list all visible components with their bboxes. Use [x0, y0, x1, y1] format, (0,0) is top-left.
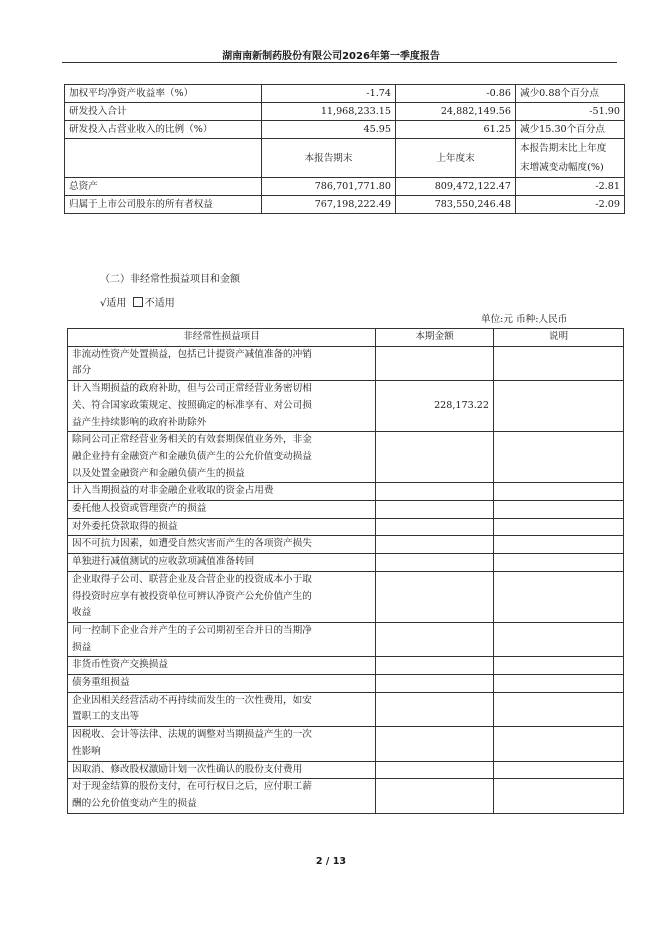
section-title-nonrecurring: （二）非经常性损益项目和金额 — [100, 274, 240, 285]
table-row — [65, 85, 625, 103]
table-row — [68, 501, 624, 519]
nonrecurring-amount — [376, 692, 494, 726]
subheader-blank-cell — [65, 139, 262, 178]
indicator-change-value: 减少15.30个百分点 — [516, 121, 625, 139]
nonrecurring-item-text-line: 损益 — [72, 641, 92, 653]
page-number: 2 / 13 — [315, 856, 347, 867]
nonrecurring-amount — [376, 571, 494, 622]
nonrecurring-amount — [376, 779, 494, 813]
nonrecurring-item-text-line: 同一控制下企业合并产生的子公司期初至合并日的当期净 — [72, 624, 312, 636]
nonrecurring-item-text-line: 融企业持有金融资产和金融负债产生的公允价值变动损益 — [72, 450, 312, 462]
col-header-note: 说明 — [494, 329, 624, 347]
nonrecurring-note — [494, 518, 624, 536]
table-row — [68, 554, 624, 572]
nonrecurring-item-text-line: 非流动性资产处置损益，包括已计提资产减值准备的冲销 — [72, 348, 312, 360]
indicator-label: 研发投入占营业收入的比例（%） — [65, 121, 262, 139]
nonrecurring-item-cell — [68, 432, 376, 483]
nonrecurring-amount — [376, 727, 494, 761]
subheader-row — [65, 139, 625, 178]
nonrecurring-item-text-line: 置职工的支出等 — [72, 711, 140, 723]
nonrecurring-item-cell — [68, 622, 376, 656]
nonrecurring-note — [494, 657, 624, 675]
table-row — [68, 381, 624, 432]
table-header-row — [68, 329, 624, 347]
nonrecurring-amount: 228,173.22 — [376, 381, 494, 432]
indicator-current-value: 767,198,222.49 — [262, 196, 396, 214]
indicator-prior-value: 24,882,149.56 — [396, 103, 516, 121]
indicator-label: 研发投入合计 — [65, 103, 262, 121]
header-divider — [62, 62, 617, 63]
table-row — [68, 536, 624, 554]
nonrecurring-item-cell — [68, 501, 376, 519]
nonrecurring-amount — [376, 483, 494, 501]
indicator-label: 归属于上市公司股东的所有者权益 — [65, 196, 262, 214]
table-row — [65, 178, 625, 196]
nonrecurring-item-text-line: 得投资时应享有被投资单位可辨认净资产公允价值产生的 — [72, 590, 312, 602]
indicator-prior-value: -0.86 — [396, 85, 516, 103]
nonrecurring-item-cell — [68, 657, 376, 675]
nonrecurring-note — [494, 692, 624, 726]
key-indicators-table — [64, 84, 625, 214]
report-header-title: 湖南南新制药股份有限公司2026年第一季度报告 — [222, 51, 440, 62]
nonrecurring-item-text-line: 收益 — [72, 607, 92, 619]
nonrecurring-item-cell — [68, 518, 376, 536]
not-applicable-label: 不适用 — [144, 298, 175, 309]
nonrecurring-item-text-line: 除同公司正常经营业务相关的有效套期保值业务外，非金 — [72, 434, 312, 446]
table-row — [68, 727, 624, 761]
nonrecurring-note — [494, 571, 624, 622]
nonrecurring-item-text-line: 酬的公允价值变动产生的损益 — [72, 797, 197, 809]
indicator-label: 总资产 — [65, 178, 262, 196]
indicator-change-value: -51.90 — [516, 103, 625, 121]
nonrecurring-item-text-line: 对于现金结算的股份支付，在可行权日之后，应付职工薪 — [72, 781, 312, 793]
indicator-change-value: 减少0.88个百分点 — [516, 85, 625, 103]
table-row — [68, 675, 624, 693]
nonrecurring-item-cell — [68, 346, 376, 380]
nonrecurring-item-cell — [68, 675, 376, 693]
nonrecurring-item-cell — [68, 381, 376, 432]
nonrecurring-item-cell — [68, 761, 376, 779]
indicator-prior-value: 783,550,246.48 — [396, 196, 516, 214]
nonrecurring-note — [494, 536, 624, 554]
nonrecurring-item-text-line: 性影响 — [72, 745, 101, 757]
nonrecurring-item-text-line: 对外委托贷款取得的损益 — [72, 520, 178, 532]
nonrecurring-item-cell — [68, 727, 376, 761]
nonrecurring-note — [494, 675, 624, 693]
nonrecurring-items-table — [67, 328, 624, 814]
nonrecurring-item-text-line: 因不可抗力因素，如遭受自然灾害而产生的各项资产损失 — [72, 538, 312, 550]
nonrecurring-item-cell — [68, 483, 376, 501]
unit-note: 单位:元 币种:人民币 — [481, 314, 568, 325]
applicability-options — [100, 294, 175, 309]
nonrecurring-item-text-line: 因税收、会计等法律、法规的调整对当期损益产生的一次 — [72, 729, 312, 741]
nonrecurring-item-text-line: 益产生持续影响的政府补助除外 — [72, 416, 207, 428]
applicable-label: 适用 — [106, 298, 127, 309]
nonrecurring-item-text-line: 企业取得子公司、联营企业及合营企业的投资成本小于取 — [72, 573, 312, 585]
indicator-prior-value: 61.25 — [396, 121, 516, 139]
nonrecurring-item-text-line: 企业因相关经营活动不再持续而发生的一次性费用，如安 — [72, 694, 312, 706]
nonrecurring-note — [494, 381, 624, 432]
table-row — [68, 346, 624, 380]
table-row — [65, 103, 625, 121]
nonrecurring-item-text-line: 因取消、修改股权激励计划一次性确认的股份支付费用 — [72, 763, 303, 775]
table-row — [68, 571, 624, 622]
indicator-change-value: -2.09 — [516, 196, 625, 214]
nonrecurring-note — [494, 554, 624, 572]
nonrecurring-note — [494, 501, 624, 519]
nonrecurring-amount — [376, 622, 494, 656]
table-row — [68, 761, 624, 779]
nonrecurring-note — [494, 432, 624, 483]
col-header-amount: 本期金额 — [376, 329, 494, 347]
nonrecurring-item-cell — [68, 571, 376, 622]
nonrecurring-item-text-line: 以及处置金融资产和金融负债产生的损益 — [72, 467, 245, 479]
subheader-prior: 上年度末 — [396, 139, 516, 178]
table-row — [68, 432, 624, 483]
nonrecurring-item-text-line: 债务重组损益 — [72, 677, 130, 689]
indicator-change-value: -2.81 — [516, 178, 625, 196]
table-row — [68, 692, 624, 726]
nonrecurring-item-text-line: 部分 — [72, 365, 92, 377]
nonrecurring-item-cell — [68, 692, 376, 726]
indicator-prior-value: 809,472,122.47 — [396, 178, 516, 196]
table-row — [68, 779, 624, 813]
nonrecurring-note — [494, 727, 624, 761]
subheader-change-line1: 本报告期末比上年度 — [520, 143, 607, 154]
not-applicable-checkbox[interactable] — [133, 297, 143, 307]
nonrecurring-item-text-line: 委托他人投资或管理资产的损益 — [72, 503, 207, 515]
nonrecurring-note — [494, 622, 624, 656]
nonrecurring-amount — [376, 675, 494, 693]
col-header-item: 非经常性损益项目 — [68, 329, 376, 347]
indicator-label: 加权平均净资产收益率（%） — [65, 85, 262, 103]
nonrecurring-note — [494, 483, 624, 501]
table-row — [65, 196, 625, 214]
nonrecurring-item-text-line: 单独进行减值测试的应收款项减值准备转回 — [72, 556, 255, 568]
subheader-change — [516, 139, 625, 178]
indicator-current-value: 786,701,771.80 — [262, 178, 396, 196]
nonrecurring-amount — [376, 554, 494, 572]
nonrecurring-item-cell — [68, 779, 376, 813]
applicable-check-mark[interactable]: √ — [100, 298, 107, 309]
nonrecurring-item-cell — [68, 536, 376, 554]
nonrecurring-amount — [376, 346, 494, 380]
nonrecurring-item-text-line: 非货币性资产交换损益 — [72, 659, 168, 671]
nonrecurring-item-text-line: 关、符合国家政策规定、按照确定的标准享有、对公司损 — [72, 399, 312, 411]
subheader-current: 本报告期末 — [262, 139, 396, 178]
table-row — [68, 518, 624, 536]
nonrecurring-amount — [376, 536, 494, 554]
indicator-current-value: 45.95 — [262, 121, 396, 139]
nonrecurring-item-cell — [68, 554, 376, 572]
indicator-current-value: -1.74 — [262, 85, 396, 103]
nonrecurring-note — [494, 346, 624, 380]
table-row — [68, 622, 624, 656]
nonrecurring-note — [494, 761, 624, 779]
nonrecurring-item-text-line: 计入当期损益的对非金融企业收取的资金占用费 — [72, 485, 274, 497]
nonrecurring-amount — [376, 518, 494, 536]
table-row — [68, 483, 624, 501]
table-row — [65, 121, 625, 139]
nonrecurring-item-text-line: 计入当期损益的政府补助，但与公司正常经营业务密切相 — [72, 383, 312, 395]
nonrecurring-amount — [376, 501, 494, 519]
nonrecurring-amount — [376, 657, 494, 675]
nonrecurring-amount — [376, 432, 494, 483]
nonrecurring-amount — [376, 761, 494, 779]
table-row — [68, 657, 624, 675]
subheader-change-line2: 末增减变动幅度(%) — [520, 162, 604, 173]
nonrecurring-note — [494, 779, 624, 813]
indicator-current-value: 11,968,233.15 — [262, 103, 396, 121]
